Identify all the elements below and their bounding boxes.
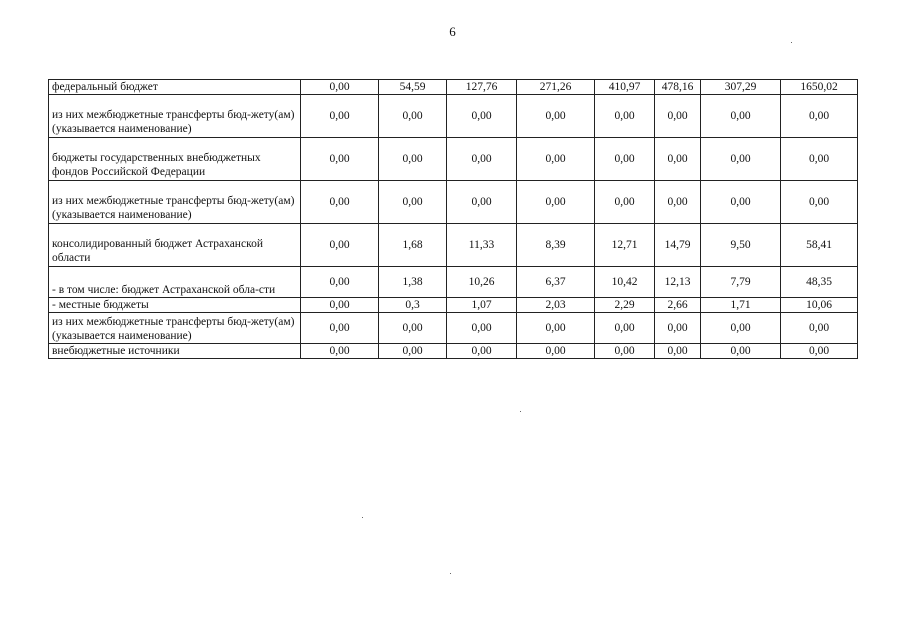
row-label: федеральный бюджет <box>49 80 301 95</box>
table-cell: 0,00 <box>701 313 781 344</box>
table-cell: 0,00 <box>379 344 447 359</box>
scan-speck <box>520 411 521 412</box>
table-row <box>49 313 858 344</box>
table-row <box>49 181 858 224</box>
table-cell: 2,66 <box>655 298 701 313</box>
table-cell: 0,00 <box>595 313 655 344</box>
table-cell: 2,03 <box>517 298 595 313</box>
budget-table <box>48 79 858 359</box>
table-cell: 0,00 <box>379 95 447 138</box>
row-label: бюджеты государственных внебюджетных фондов Российской Федерации <box>49 138 301 181</box>
table-cell: 54,59 <box>379 80 447 95</box>
table-cell: 0,00 <box>447 95 517 138</box>
row-label: внебюджетные источники <box>49 344 301 359</box>
table-cell: 0,00 <box>655 181 701 224</box>
table-cell: 0,00 <box>301 95 379 138</box>
table-cell: 0,00 <box>655 138 701 181</box>
table-cell: 48,35 <box>781 267 858 298</box>
table-cell: 0,00 <box>595 344 655 359</box>
row-label: - местные бюджеты <box>49 298 301 313</box>
table-row <box>49 95 858 138</box>
table-cell: 0,00 <box>301 224 379 267</box>
row-label: - в том числе: бюджет Астраханской обла-сти <box>49 267 301 298</box>
table-cell: 1,68 <box>379 224 447 267</box>
table-cell: 410,97 <box>595 80 655 95</box>
row-label: консолидированный бюджет Астраханской области <box>49 224 301 267</box>
table-cell: 12,71 <box>595 224 655 267</box>
table-cell: 0,00 <box>301 344 379 359</box>
table-cell: 0,00 <box>379 138 447 181</box>
table-cell: 0,00 <box>595 95 655 138</box>
table-cell: 14,79 <box>655 224 701 267</box>
table-cell: 127,76 <box>447 80 517 95</box>
table-cell: 0,00 <box>301 313 379 344</box>
table-cell: 0,00 <box>447 313 517 344</box>
table-cell: 9,50 <box>701 224 781 267</box>
table-cell: 0,00 <box>379 181 447 224</box>
table-cell: 271,26 <box>517 80 595 95</box>
table-cell: 0,00 <box>517 95 595 138</box>
row-label: из них межбюджетные трансферты бюд-жету(ам) (указывается наименование) <box>49 313 301 344</box>
scan-speck <box>362 517 363 518</box>
table-cell: 0,00 <box>781 95 858 138</box>
table-cell: 0,00 <box>379 313 447 344</box>
table-cell: 0,00 <box>781 344 858 359</box>
table-cell: 0,00 <box>655 95 701 138</box>
table-cell: 0,00 <box>301 267 379 298</box>
table-cell: 0,00 <box>781 313 858 344</box>
table-cell: 1,07 <box>447 298 517 313</box>
row-label: из них межбюджетные трансферты бюд-жету(ам) (указывается наименование) <box>49 181 301 224</box>
scan-speck <box>791 42 792 43</box>
scan-speck <box>450 573 451 574</box>
table-cell: 0,00 <box>447 181 517 224</box>
table-row <box>49 224 858 267</box>
table-cell: 0,00 <box>447 344 517 359</box>
table-cell: 11,33 <box>447 224 517 267</box>
table-cell: 0,3 <box>379 298 447 313</box>
table-row <box>49 267 858 298</box>
table-cell: 0,00 <box>595 181 655 224</box>
table-row <box>49 344 858 359</box>
table-cell: 0,00 <box>517 344 595 359</box>
table-cell: 10,26 <box>447 267 517 298</box>
table-cell: 0,00 <box>301 298 379 313</box>
table-cell: 0,00 <box>301 80 379 95</box>
table-cell: 6,37 <box>517 267 595 298</box>
table-cell: 0,00 <box>701 95 781 138</box>
table-cell: 0,00 <box>655 344 701 359</box>
table-cell: 0,00 <box>301 138 379 181</box>
table-cell: 0,00 <box>517 313 595 344</box>
table-cell: 7,79 <box>701 267 781 298</box>
table-cell: 307,29 <box>701 80 781 95</box>
table-cell: 1,38 <box>379 267 447 298</box>
table-cell: 12,13 <box>655 267 701 298</box>
table-cell: 10,06 <box>781 298 858 313</box>
table-cell: 58,41 <box>781 224 858 267</box>
table-cell: 0,00 <box>701 344 781 359</box>
table-cell: 0,00 <box>655 313 701 344</box>
row-label: из них межбюджетные трансферты бюд-жету(ам) (указывается наименование) <box>49 95 301 138</box>
table-cell: 0,00 <box>781 138 858 181</box>
page-number: 6 <box>449 24 456 39</box>
table-cell: 1650,02 <box>781 80 858 95</box>
table-cell: 10,42 <box>595 267 655 298</box>
table-cell: 478,16 <box>655 80 701 95</box>
table-cell: 0,00 <box>781 181 858 224</box>
table-cell: 0,00 <box>595 138 655 181</box>
table-cell: 0,00 <box>517 138 595 181</box>
table-row <box>49 138 858 181</box>
table-cell: 0,00 <box>701 138 781 181</box>
table-cell: 0,00 <box>301 181 379 224</box>
table-cell: 0,00 <box>517 181 595 224</box>
table-cell: 8,39 <box>517 224 595 267</box>
table-cell: 2,29 <box>595 298 655 313</box>
table-cell: 0,00 <box>447 138 517 181</box>
table-cell: 0,00 <box>701 181 781 224</box>
table-row <box>49 298 858 313</box>
table-cell: 1,71 <box>701 298 781 313</box>
table-row <box>49 80 858 95</box>
